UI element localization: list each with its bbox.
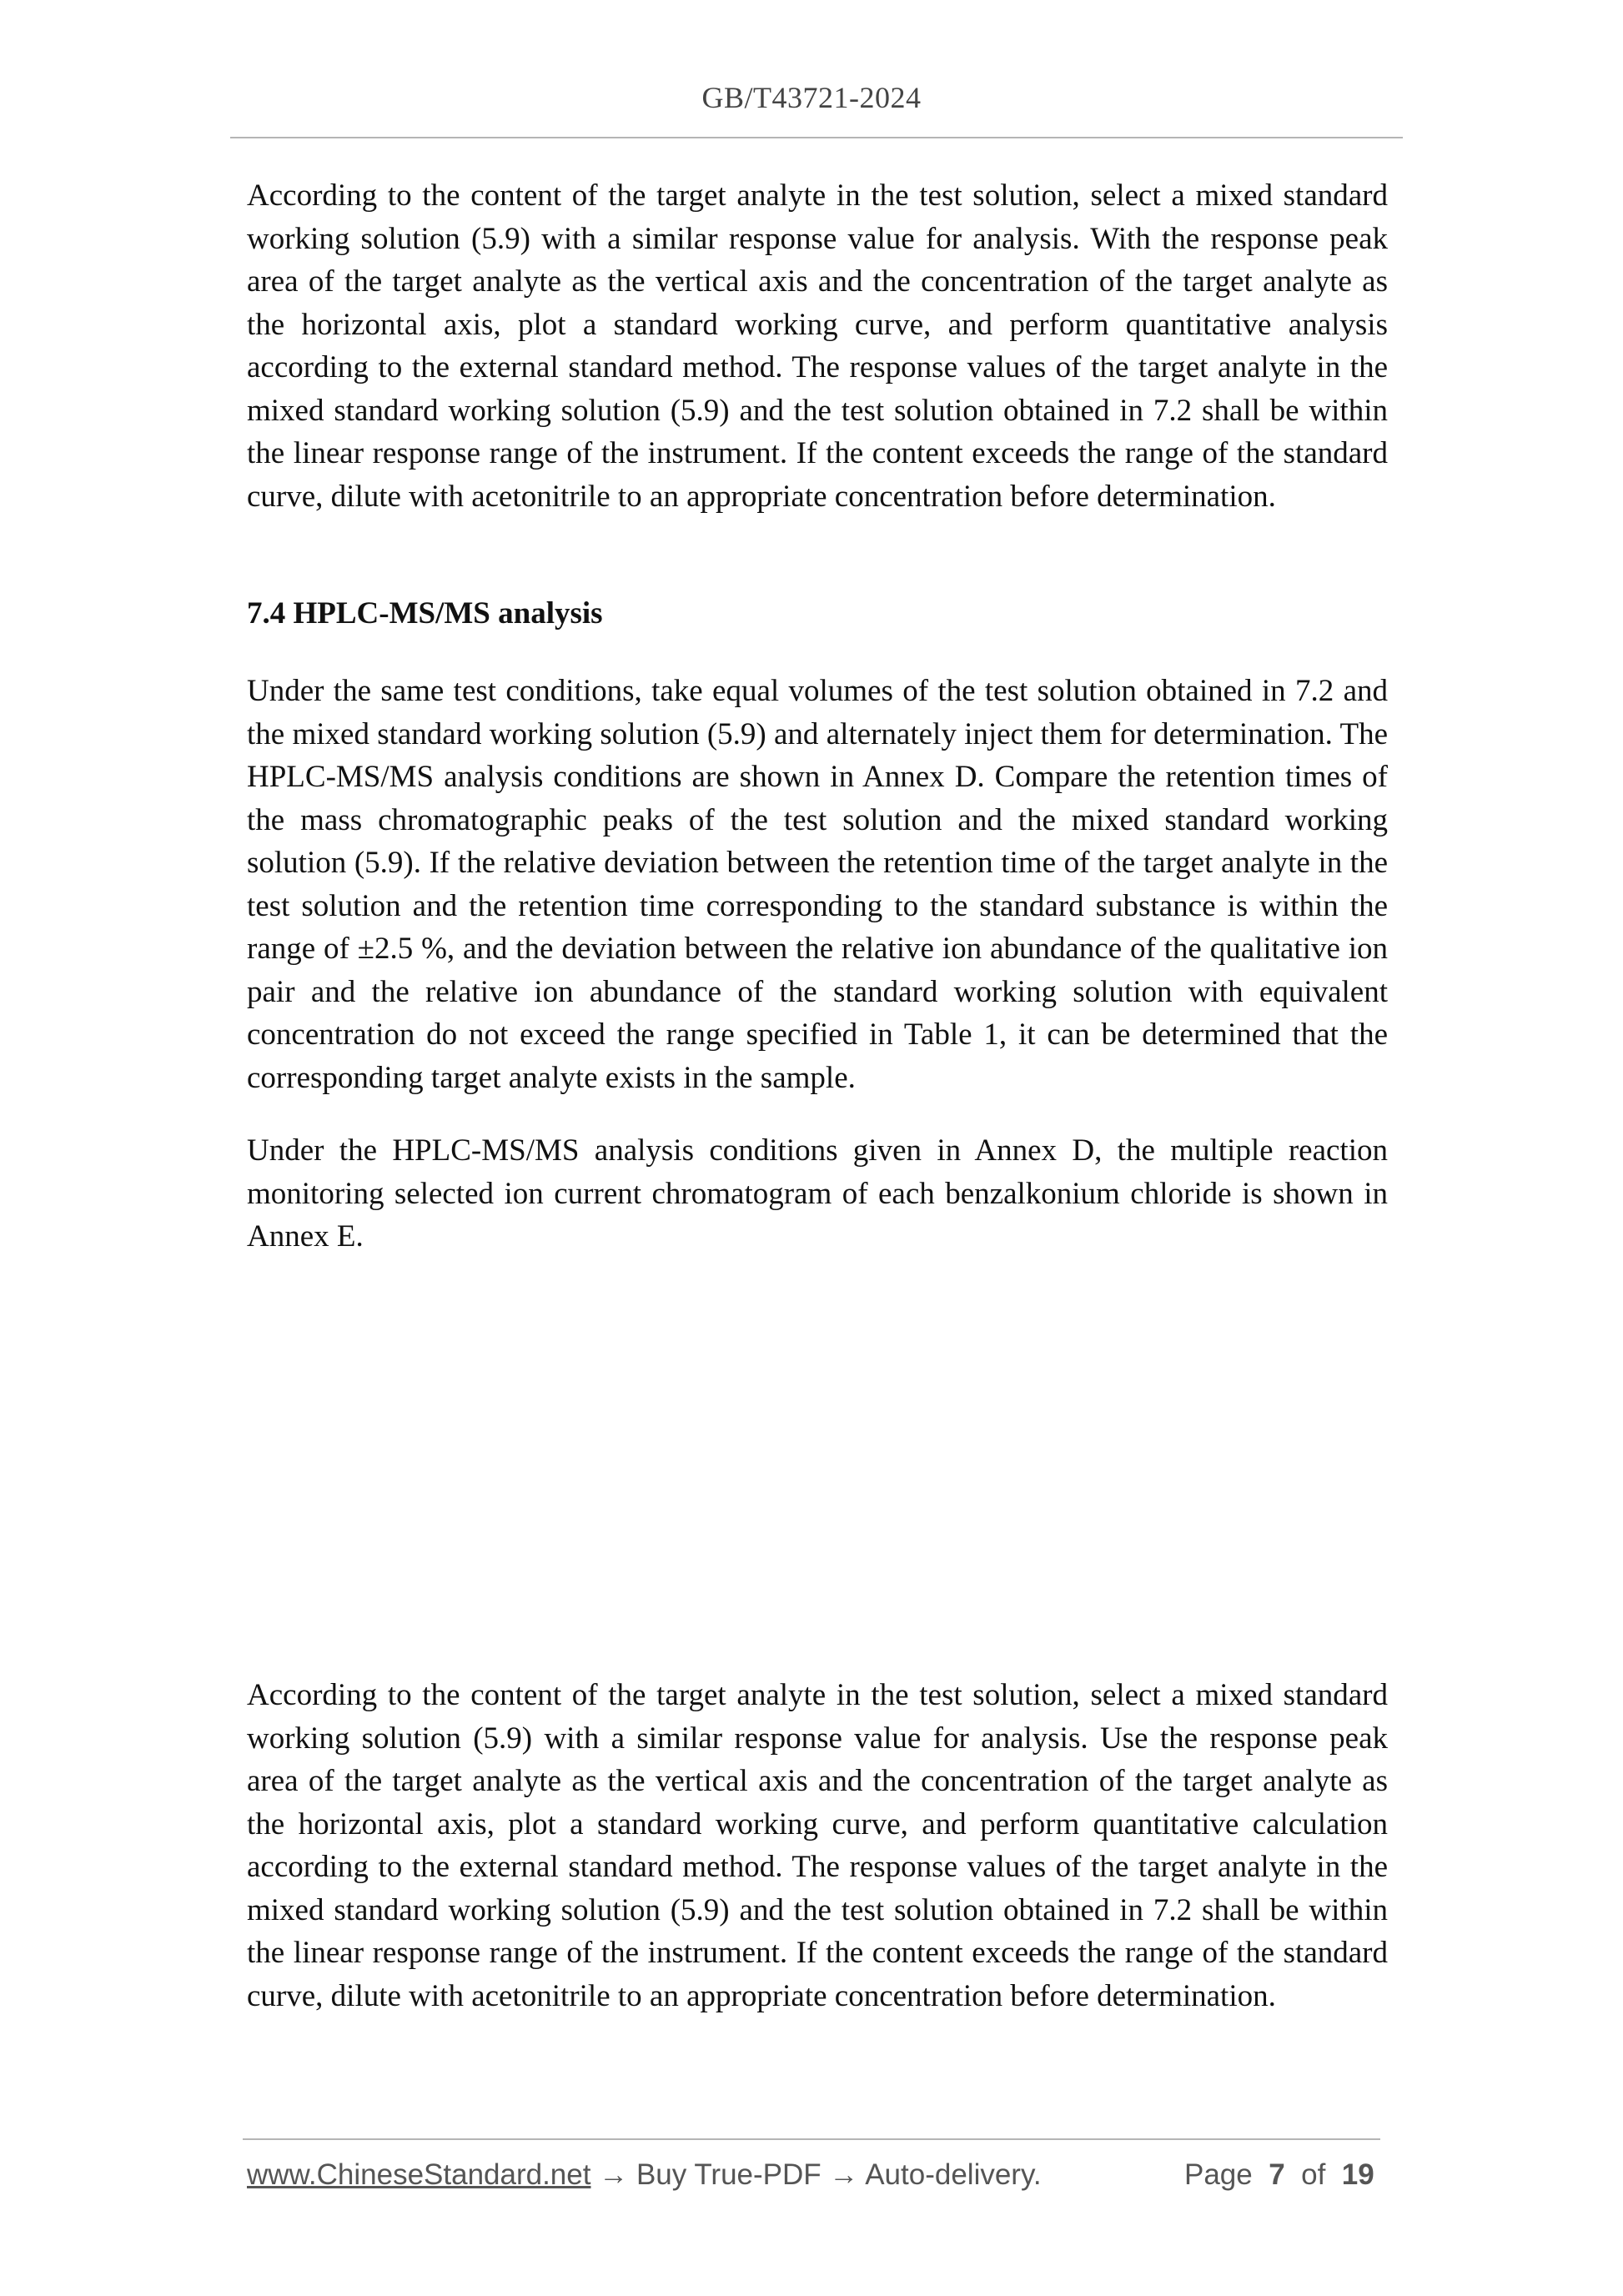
- header-divider: [230, 137, 1403, 138]
- website-link[interactable]: www.ChineseStandard.net: [247, 2158, 591, 2191]
- body-paragraph-1: According to the content of the target analyte in the test solution, select a mixed standard working solution (5.9) with a similar response value for analysis. With the response peak area of the target analyte as the vertical axis and the concentration of the target analyte as the horizontal axis, plot a standard working curve, and perform quantitative analysis according to the external standard method. The response values of the target analyte in the mixed standard working solution (5.9) and the test solution obtained in 7.2 shall be within the linear response range of the instrument. If the content exceeds the range of the standard curve, dilute with acetonitrile to an appropriate concentration before determination.: [247, 178, 1388, 514]
- auto-delivery-text: Auto-delivery.: [865, 2158, 1042, 2191]
- page-number: [1184, 2158, 1374, 2192]
- body-paragraph-2: Under the same test conditions, take equal volumes of the test solution obtained in 7.2 and the mixed standard working solution (5.9) and alternately inject them for determination. The HPLC-MS/MS analysis conditions are shown in Annex D. Compare the retention times of the mass chromatographic peaks of the test solution and the mixed standard working solution (5.9). If the relative deviation between the retention time of the target analyte in the test solution and the retention time corresponding to the standard substance is within the range of ±2.5 %, and the deviation between the relative ion abundance of the qualitative ion pair and the relative ion abundance of the standard working solution with equivalent concentration do not exceed the range specified in Table 1, it can be determined that the corresponding target analyte exists in the sample.: [247, 674, 1388, 1095]
- arrow-right-icon: →: [829, 2158, 859, 2191]
- page-total: 19: [1341, 2158, 1374, 2191]
- page-current: 7: [1269, 2158, 1285, 2191]
- body-paragraph-4: According to the content of the target analyte in the test solution, select a mixed standard working solution (5.9) with a similar response value for analysis. Use the response peak area of the target analyte as the vertical axis and the concentration of the target analyte as the horizontal axis, plot a standard working curve, and perform quantitative calculation according to the external standard method. The response values of the target analyte in the mixed standard working solution (5.9) and the test solution obtained in 7.2 shall be within the linear response range of the instrument. If the content exceeds the range of the standard curve, dilute with acetonitrile to an appropriate concentration before determination.: [247, 1678, 1388, 2013]
- document-standard-code: GB/T43721-2024: [701, 81, 922, 114]
- footer-divider: [243, 2138, 1380, 2140]
- buy-pdf-text: Buy True-PDF: [636, 2158, 822, 2191]
- section-title: 7.4 HPLC-MS/MS analysis: [247, 596, 603, 631]
- page-label: Page: [1184, 2158, 1253, 2191]
- page-of-label: of: [1301, 2158, 1326, 2191]
- arrow-right-icon: →: [599, 2158, 629, 2191]
- footer-promo: [247, 2158, 1042, 2192]
- body-paragraph-3: Under the HPLC-MS/MS analysis conditions given in Annex D, the multiple reaction monitoring selected ion current chromatogram of each benzalkonium chloride is shown in Annex E.: [247, 1133, 1388, 1254]
